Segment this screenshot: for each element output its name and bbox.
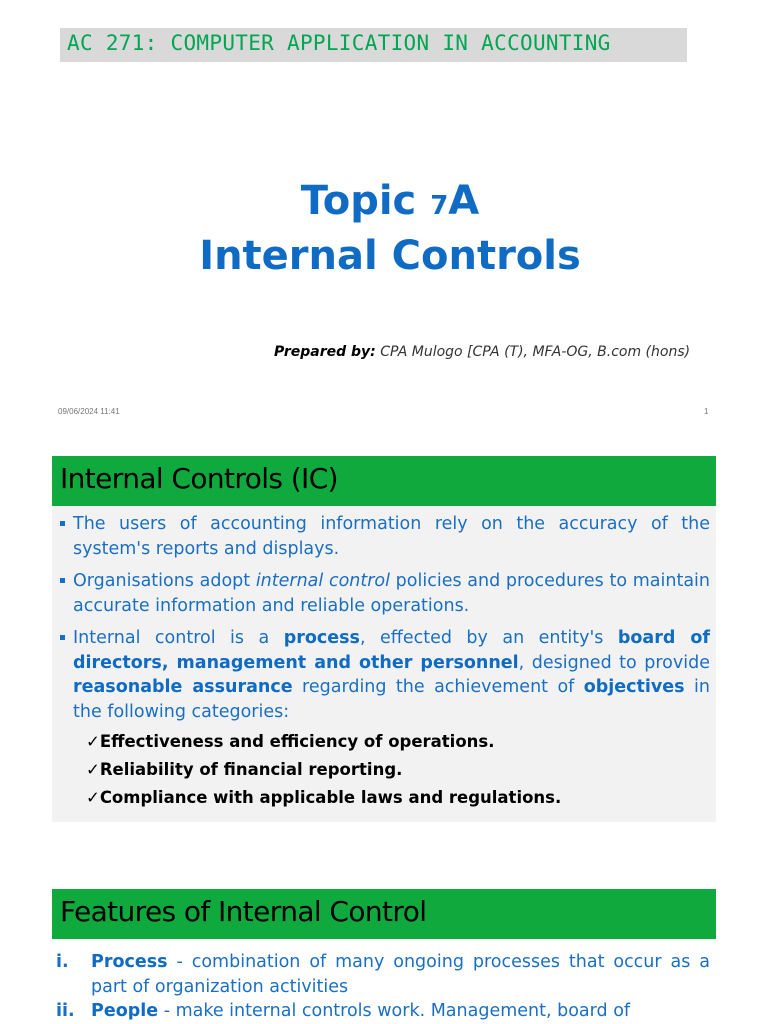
- feature-text: - combination of many ongoing processes that occur as a part of organization activities: [91, 952, 710, 997]
- bullet-bold: reasonable assurance: [73, 677, 293, 697]
- feature-list: [56, 950, 710, 1024]
- section-header-features: Features of Internal Control: [52, 889, 716, 939]
- bullet-list: [60, 512, 710, 732]
- bullet-text: regarding the achievement of: [292, 677, 584, 697]
- bullet-text: , effected by an entity's: [359, 628, 618, 648]
- bullet-text: , designed to provide: [518, 652, 710, 673]
- topic-title: [0, 176, 768, 281]
- topic-number: 7: [430, 191, 449, 221]
- bullet-item: [60, 626, 710, 724]
- square-bullet-icon: [60, 521, 65, 526]
- check-item: ✓Compliance with applicable laws and regulations.: [86, 788, 562, 807]
- bullet-item: [60, 512, 710, 561]
- feature-item: [56, 950, 710, 999]
- prepared-label: Prepared by:: [274, 344, 376, 360]
- feature-term: Process: [91, 952, 168, 972]
- course-title-banner: AC 271: COMPUTER APPLICATION IN ACCOUNTING: [60, 28, 687, 62]
- check-item: ✓Reliability of financial reporting.: [86, 760, 403, 779]
- topic-name: Internal Controls: [199, 233, 581, 279]
- bullet-emphasis: internal control: [255, 571, 390, 591]
- square-bullet-icon: [60, 578, 65, 583]
- bullet-bold: board of directors, management and other personnel: [73, 628, 710, 673]
- bullet-text: in the following categories:: [73, 677, 710, 722]
- bullet-text: Internal control is a: [73, 628, 284, 648]
- bullet-text: The users of accounting information rely on the accuracy of the system's reports and displays.: [73, 514, 710, 559]
- section-header-internal-controls: Internal Controls (IC): [52, 456, 716, 506]
- prepared-value: CPA Mulogo [CPA (T), MFA-OG, B.com (hons): [375, 344, 691, 360]
- feature-text: - make internal controls work. Management, board of: [158, 1001, 631, 1021]
- bullet-bold: objectives: [583, 677, 685, 697]
- bullet-text: policies and procedures to maintain accurate information and reliable operations.: [73, 571, 710, 616]
- check-list: [86, 728, 561, 812]
- footer-date: 09/06/2024 11:41: [58, 407, 120, 416]
- feature-item: [56, 999, 710, 1024]
- prepared-by: [274, 344, 690, 360]
- topic-word: Topic: [300, 178, 431, 224]
- feature-number: i.: [56, 952, 69, 972]
- page-number: 1: [704, 407, 709, 416]
- bullet-text: Organisations adopt: [73, 571, 256, 591]
- feature-term: People: [91, 1001, 159, 1021]
- topic-line: [0, 176, 768, 231]
- bullet-bold: process: [283, 628, 360, 648]
- bullet-item: [60, 569, 710, 618]
- topic-letter: A: [448, 178, 480, 224]
- square-bullet-icon: [60, 635, 65, 640]
- feature-number: ii.: [56, 1001, 75, 1021]
- check-item: ✓Effectiveness and efficiency of operations.: [86, 732, 495, 751]
